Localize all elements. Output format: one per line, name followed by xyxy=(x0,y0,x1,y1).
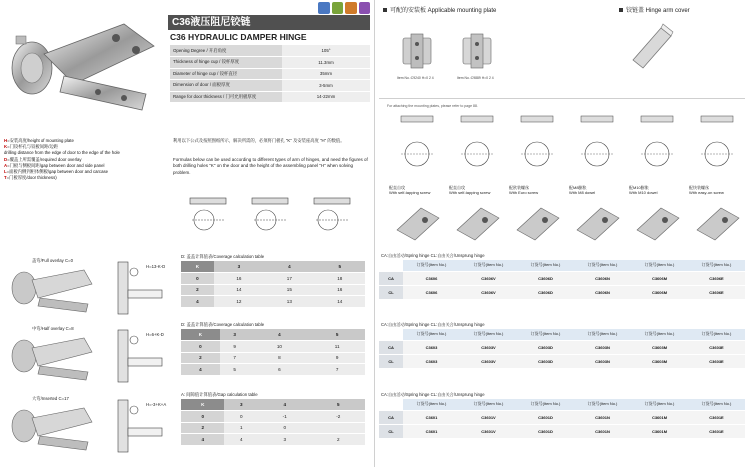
half-overlay-formula: H=6+K-D xyxy=(146,332,164,337)
heading-square-icon xyxy=(383,8,387,12)
mounting-note: For attaching the mounting plates, please refer to page 88. xyxy=(387,104,478,108)
spec-row: Diameter of hinge cup / 铰杯直径 35mm xyxy=(170,68,370,80)
fixing-caption: 配直自攻 With self-tapping screw xyxy=(449,185,491,195)
coverage-table-title: D: 盖盖计算值表/Coverage calculation table xyxy=(181,322,265,327)
table-row: 2 7 8 9 xyxy=(181,352,365,364)
table-header-row: K 3 4 5 xyxy=(181,261,365,273)
cert-logo-3 xyxy=(345,2,357,14)
fixing-caption: 配M10膨胀 With M10 dowel xyxy=(629,185,658,195)
fixing-photo-5 xyxy=(631,200,685,244)
mounting-plate-caption-1: Item No.:C9240 H=0 2 4 xyxy=(397,76,434,80)
product-title-cn: C36液压阻尼铰链 xyxy=(168,15,370,30)
heading-square-icon xyxy=(619,8,623,12)
table-row: 4 4 3 2 xyxy=(181,434,365,446)
fixing-photo-1 xyxy=(391,200,445,244)
table-header-row: K 3 4 5 xyxy=(181,399,365,411)
gap-table-title: A: 间隙值计算值表/Gap calculation table xyxy=(181,392,258,397)
full-overlay-section-diagram xyxy=(104,256,180,320)
fixing-caption: 配直自攻 With self-tapping screw xyxy=(389,185,431,195)
fixing-photo-4 xyxy=(571,200,625,244)
hinge-group-title: CA:自由活动/Spring hinge CL:自由关合/Unsprung hinge xyxy=(381,322,485,327)
fixing-photo-2 xyxy=(451,200,505,244)
fixing-caption: 配快装螺丝 With easy-on screw xyxy=(689,185,724,195)
legend-line: T=门板厚度/door thickness) xyxy=(4,175,57,181)
table-row: 2 14 15 16 xyxy=(181,284,365,296)
item-number-table-1 xyxy=(379,260,745,300)
inserted-gap-table xyxy=(181,399,365,446)
legend-line: K=门铰杯孔与铰板间距/边距 xyxy=(4,144,59,150)
cert-logo-2 xyxy=(332,2,344,14)
legend-line: L=面板内侧到柜体侧板/gap between door and carcase xyxy=(4,169,109,175)
inserted-formula: H=-3+K+A xyxy=(146,402,167,407)
table-row: CA C3606 C3606V C3606D C3606N C3606M C3606E xyxy=(379,271,745,285)
cert-logo-4 xyxy=(359,2,371,14)
cert-logo-1 xyxy=(318,2,330,14)
fixing-caption: 配M8膨胀 With M8 dowel xyxy=(569,185,596,195)
half-overlay-label: 中弯/Half overlay C=8 xyxy=(32,326,74,331)
table-row: CA C3601 C3601V C3601D C3601N C3601M C3601E xyxy=(379,410,745,424)
table-header-row: 订货号(Item No.) 订货号(Item No.) 订货号(Item No.) 订货号(Item No.) 订货号(Item No.) 订货号(Item No.) xyxy=(379,260,745,271)
legend-line: A=门板与侧板间距/gap between door and side panel xyxy=(4,162,105,168)
table-row: 0 16 17 18 xyxy=(181,273,365,285)
inserted-section-diagram xyxy=(104,394,180,458)
formula-note-cn: 利用以下公式及按照图纸所示，解决所需的，必须将门板孔 "K" 及安装座高度 "H" 的数值。 xyxy=(173,138,345,143)
spec-row: Dimension of door / 面板厚度 3-5mm xyxy=(170,80,370,92)
item-number-table-2 xyxy=(379,329,745,369)
spec-row: Range for door thickness / 门可允用板厚度 14-22mm xyxy=(170,91,370,103)
inserted-label: 大弯/Inserted C=17 xyxy=(32,396,69,401)
table-row: 0 9 10 11 xyxy=(181,341,365,353)
fixing-diagram-3 xyxy=(511,114,563,184)
section-divider xyxy=(379,98,745,99)
fixing-caption: 配欧装螺丝 With Euro screw xyxy=(509,185,539,195)
hinge-arm-cover-photo xyxy=(623,20,679,74)
half-overlay-coverage-table xyxy=(181,329,365,376)
fixing-diagram-2 xyxy=(451,114,503,184)
arm-cover-heading: 铰链盖 Hinge arm cover xyxy=(619,5,690,14)
coverage-table-title: D: 盖盖计算值表/Coverage calculation table xyxy=(181,254,265,259)
mounting-plate-photo-1 xyxy=(399,32,435,70)
legend-line: D=覆盖上所需覆盖/required door overlay xyxy=(4,156,82,162)
product-title-en: C36 HYDRAULIC DAMPER HINGE xyxy=(170,32,307,42)
mounting-plate-caption-2: Item No.:C9889 H=0 2 4 xyxy=(457,76,494,80)
table-row: CA C3603 C3603V C3603D C3603N C3603M C3603E xyxy=(379,340,745,354)
fixing-photo-3 xyxy=(511,200,565,244)
half-overlay-section-diagram xyxy=(104,324,180,388)
table-row: 2 1 0 xyxy=(181,422,365,434)
table-header-row: 订货号(Item No.) 订货号(Item No.) 订货号(Item No.) 订货号(Item No.) 订货号(Item No.) 订货号(Item No.) xyxy=(379,329,745,340)
table-row: 4 5 6 7 xyxy=(181,364,365,376)
spec-table xyxy=(170,45,370,103)
hinge-group-title: CA:自由活动/Spring hinge CL:自由关合/Unsprung hinge xyxy=(381,392,485,397)
formula-note-en: Formulas below can be used according to different types of arm of hinges, and need the figures of both drilling holes "K" on the door and the height of the assembling panel "H" when solving problem. xyxy=(173,157,368,175)
spec-row: Opening Degree / 开启角度 105° xyxy=(170,45,370,57)
fixing-diagram-1 xyxy=(391,114,443,184)
legend-line: H=安装高度/height of mounting plate xyxy=(4,138,74,143)
item-number-table-3 xyxy=(379,399,745,439)
fixing-diagram-4 xyxy=(571,114,623,184)
spec-row: Thickness of hinge cup / 铰杯厚度 11.3mm xyxy=(170,57,370,69)
fixing-photo-6 xyxy=(691,200,745,244)
hinge-product-photo xyxy=(4,6,162,124)
fixing-diagram-5 xyxy=(631,114,683,184)
abbreviation-legend xyxy=(4,138,170,181)
table-header-row: 订货号(Item No.) 订货号(Item No.) 订货号(Item No.) 订货号(Item No.) 订货号(Item No.) 订货号(Item No.) xyxy=(379,399,745,410)
table-row: CL C3606 C3606V C3606D C3606N C3606M C3606E xyxy=(379,285,745,299)
fixing-diagram-6 xyxy=(691,114,743,184)
full-overlay-coverage-table xyxy=(181,261,365,308)
mounting-plate-photo-2 xyxy=(459,32,495,70)
table-header-row: K 3 4 5 xyxy=(181,329,365,341)
table-row: 4 12 13 14 xyxy=(181,296,365,308)
table-row: CL C3601 C3601V C3601D C3601N C3601M C3601E xyxy=(379,424,745,438)
legend-line: drilling distance from the edge of door to the edge of the hole xyxy=(4,150,120,156)
drilling-diagrams xyxy=(180,190,360,238)
table-row: CL C3603 C3603V C3603D C3603N C3603M C3603E xyxy=(379,354,745,368)
table-row: 0 0 -1 -2 xyxy=(181,411,365,423)
mounting-plate-heading: 可配的安装板 Applicable mounting plate xyxy=(383,5,496,14)
right-page xyxy=(375,0,750,467)
full-overlay-label: 盖弯/Full overlay C=0 xyxy=(32,258,73,263)
full-overlay-formula: H=13-K-D xyxy=(146,264,166,269)
certification-logos xyxy=(318,2,370,16)
hinge-group-title: CA:自由活动/Spring hinge CL:自由关合/Unsprung hinge xyxy=(381,253,485,258)
